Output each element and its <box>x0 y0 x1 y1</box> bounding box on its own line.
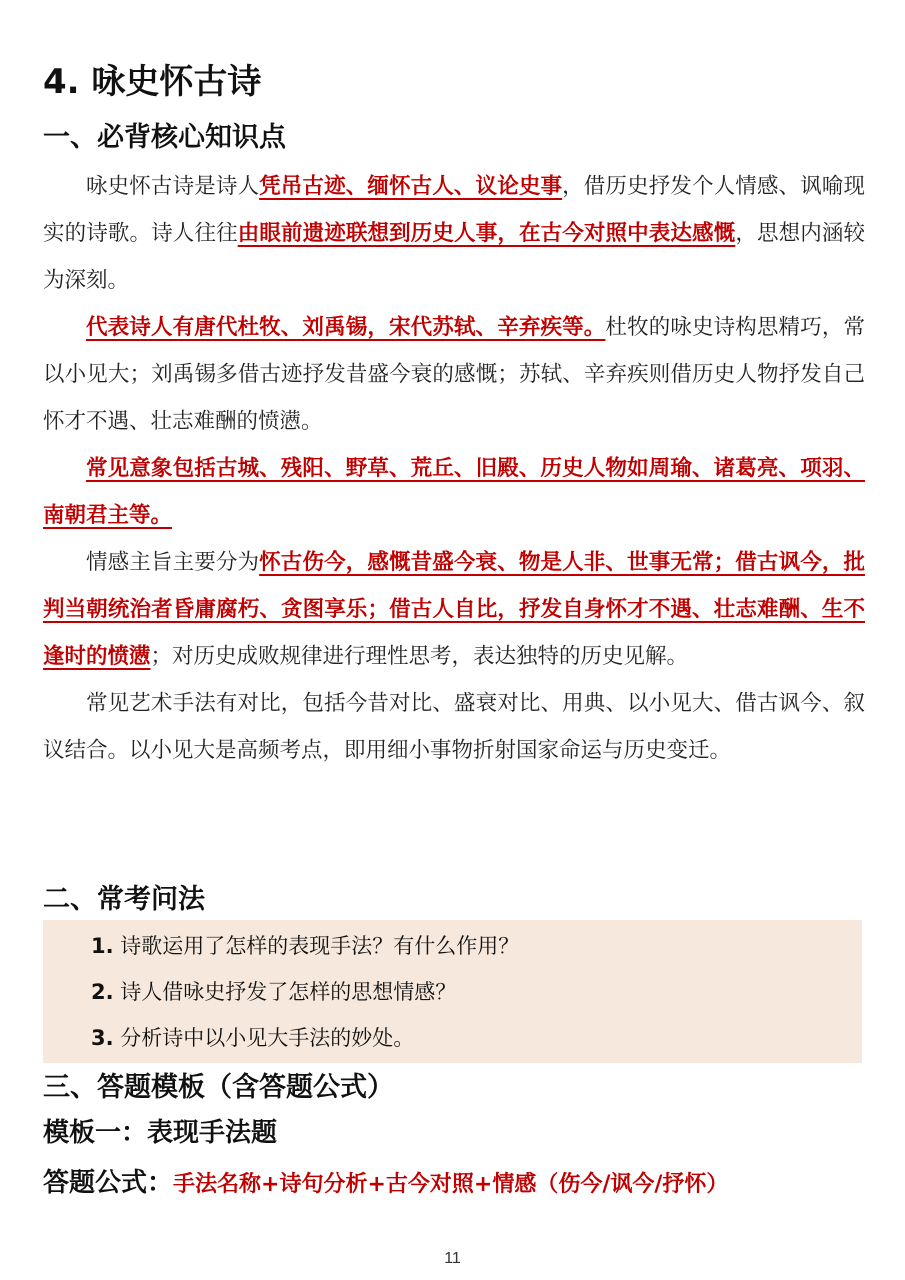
paragraph-imagery <box>43 445 865 539</box>
question-number: 2. <box>91 980 114 1004</box>
section-heading-template: 三、答题模板（含答题公式） <box>43 1072 394 1103</box>
text-run: 咏史怀古诗是诗人 <box>86 174 260 199</box>
text-run: ；对历史成败规律进行理性思考，表达独特的历史见解。 <box>150 644 689 669</box>
question-text: 诗歌运用了怎样的表现手法？有什么作用？ <box>113 934 520 958</box>
question-box <box>43 920 862 1063</box>
formula-label: 答题公式： <box>43 1168 174 1198</box>
highlight-text: 代表诗人有唐代杜牧、刘禹锡，宋代苏轼、辛弃疾等。 <box>86 315 606 340</box>
highlight-text: 由眼前遗迹联想到历史人事，在古今对照中表达感慨 <box>237 221 736 246</box>
paragraph-definition <box>43 163 865 304</box>
text-run: 杜牧的咏史诗构思精巧，常以小见大；刘禹锡多借古迹抒发昔盛今衰的感慨；苏轼、辛弃疾则借历史人物抒发自己怀才不遇、壮志难酬的愤懑。 <box>43 315 865 434</box>
answer-formula <box>43 1163 728 1206</box>
text-run: 常见艺术手法有对比，包括今昔对比、盛衰对比、用典、以小见大、借古讽今、叙议结合。以小见大是高频考点，即用细小事物折射国家命运与历史变迁。 <box>43 691 865 763</box>
text-run: 情感主旨主要分为 <box>86 550 260 575</box>
question-number: 3. <box>91 1026 114 1050</box>
highlight-text: 常见意象包括古城、残阳、野草、荒丘、旧殿、历史人物如周瑜、诸葛亮、项羽、南朝君主等。 <box>43 456 865 528</box>
highlight-text: 怀古伤今，感慨昔盛今衰、物是人非、世事无常；借古讽今，批判当朝统治者昏庸腐朽、贪图享乐；借古人自比，抒发自身怀才不遇、壮志难酬、生不逢时的愤懑 <box>43 550 865 669</box>
knowledge-body <box>43 163 865 774</box>
question-number: 1. <box>91 934 114 958</box>
question-item <box>91 1023 414 1053</box>
template-title: 模板一：表现手法题 <box>43 1118 278 1148</box>
question-item <box>91 931 519 961</box>
paragraph-poets <box>43 304 865 445</box>
paragraph-techniques <box>43 680 865 774</box>
question-text: 诗人借咏史抒发了怎样的思想情感？ <box>113 980 457 1004</box>
page-number: 11 <box>444 1250 461 1267</box>
section-heading-knowledge: 一、必背核心知识点 <box>43 122 286 153</box>
question-item <box>91 977 456 1007</box>
paragraph-emotion <box>43 539 865 680</box>
formula-value: 手法名称+诗句分析+古今对照+情感（伤今/讽今/抒怀） <box>173 1172 729 1197</box>
section-heading-questions: 二、常考问法 <box>43 884 205 915</box>
text-run: ，借历史抒发个人情感、讽喻现实的诗歌。诗人往往 <box>43 174 865 246</box>
highlight-text: 凭吊古迹、缅怀古人、议论史事 <box>259 174 563 199</box>
page-title: 4. 咏史怀古诗 <box>43 62 262 102</box>
question-text: 分析诗中以小见大手法的妙处。 <box>113 1026 415 1050</box>
text-run: ，思想内涵较为深刻。 <box>43 221 865 293</box>
